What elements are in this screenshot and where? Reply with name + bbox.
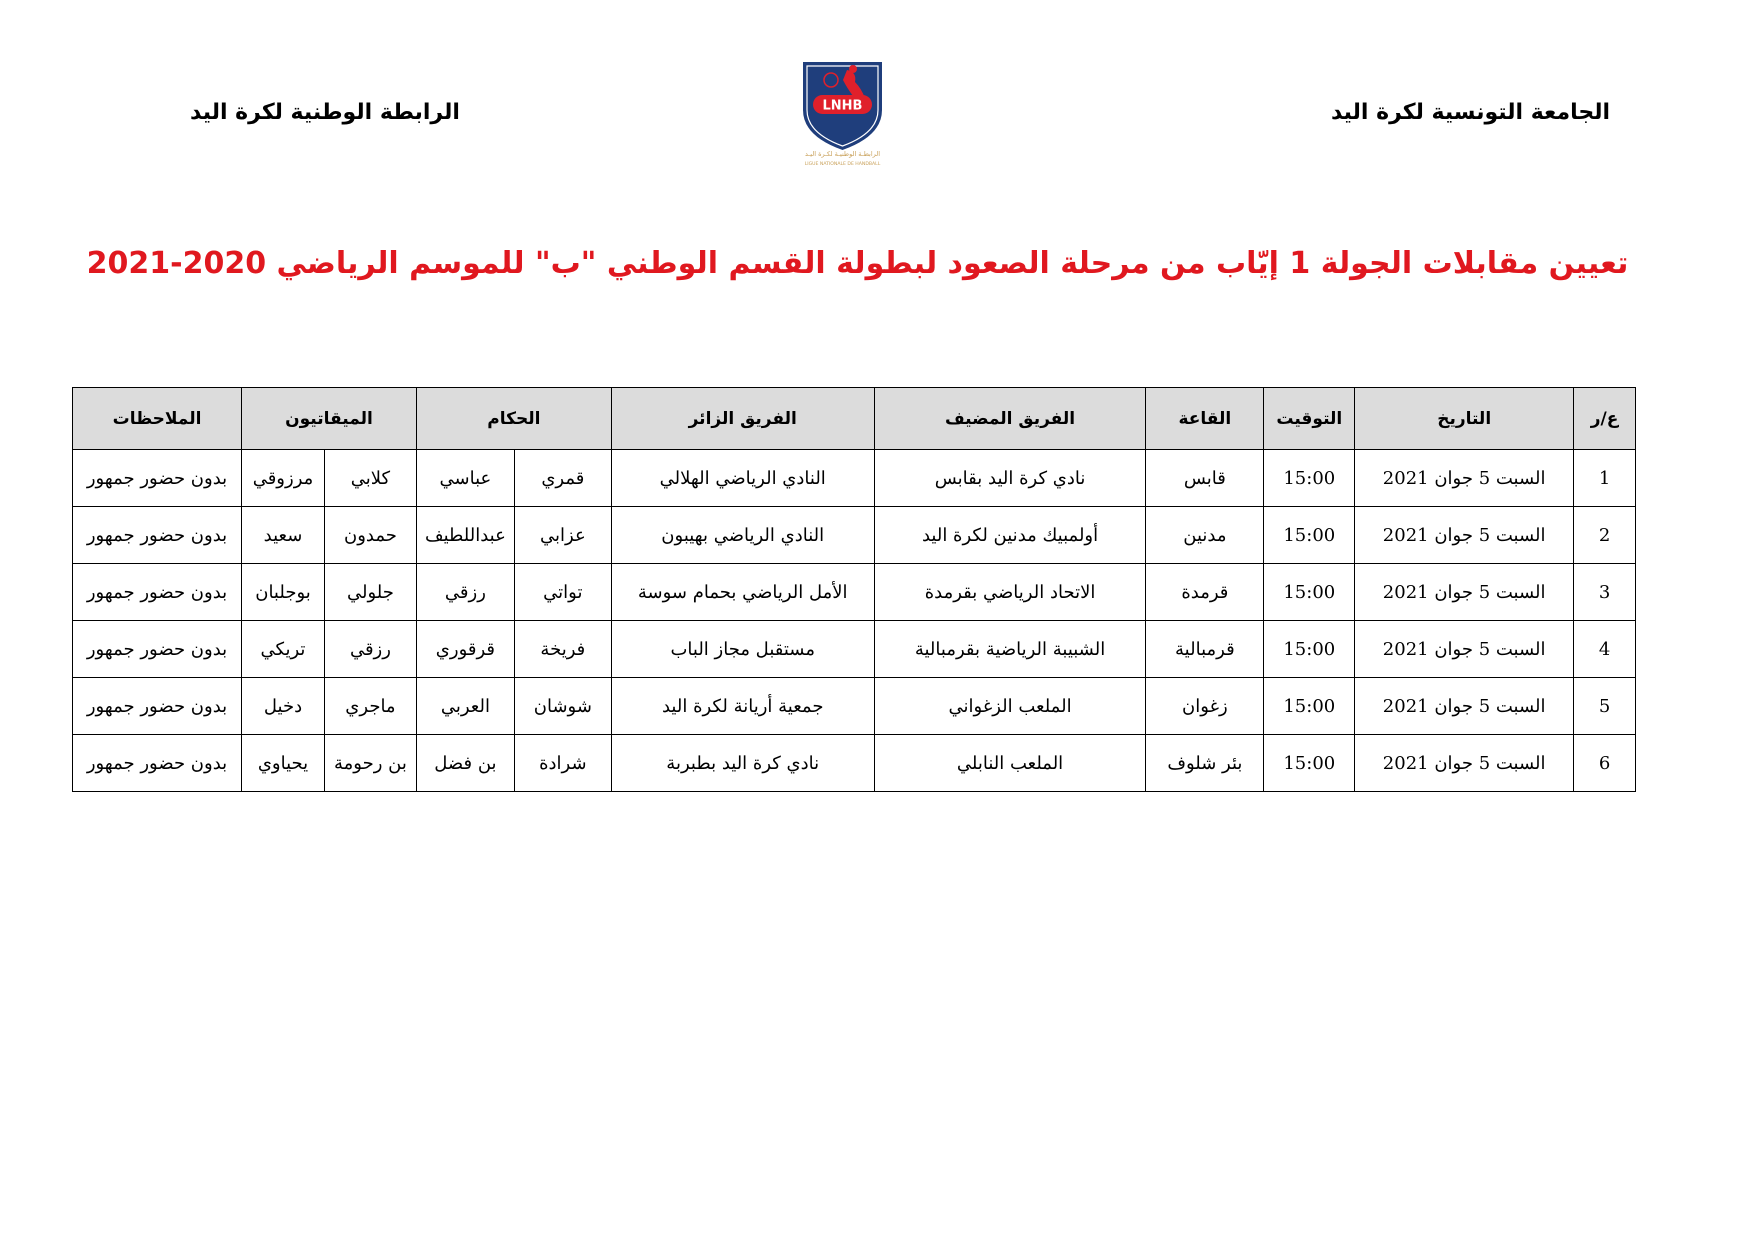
cell-num: 3 (1574, 564, 1636, 621)
cell-timekeeper-2: سعيد (242, 507, 325, 564)
cell-notes: بدون حضور جمهور (73, 621, 242, 678)
cell-timekeeper-2: تريكي (242, 621, 325, 678)
col-header-time: التوقيت (1264, 388, 1355, 450)
federation-name: الجامعة التونسية لكرة اليد (1330, 100, 1610, 125)
cell-notes: بدون حضور جمهور (73, 735, 242, 792)
fixtures-body (73, 450, 1636, 792)
logo-subtitle-fr: LIGUE NATIONALE DE HANDBALL (804, 162, 881, 167)
cell-away-team: مستقبل مجاز الباب (611, 621, 874, 678)
cell-referee-1: فريخة (514, 621, 611, 678)
document-title: تعيين مقابلات الجولة 1 إيّاب من مرحلة الصعود لبطولة القسم الوطني "ب" للموسم الرياضي 2020-2021 (86, 246, 1629, 281)
cell-num: 5 (1574, 678, 1636, 735)
cell-away-team: النادي الرياضي بهيبون (611, 507, 874, 564)
cell-timekeeper-1: رزقي (324, 621, 416, 678)
fixtures-table (72, 387, 1636, 792)
cell-notes: بدون حضور جمهور (73, 507, 242, 564)
cell-hall: قابس (1146, 450, 1264, 507)
cell-date: السبت 5 جوان 2021 (1355, 564, 1574, 621)
cell-home-team: الملعب الزغواني (874, 678, 1146, 735)
cell-away-team: جمعية أريانة لكرة اليد (611, 678, 874, 735)
col-header-referees: الحكام (416, 388, 611, 450)
cell-timekeeper-1: حمدون (324, 507, 416, 564)
col-header-num: ع/ر (1574, 388, 1636, 450)
cell-timekeeper-1: كلابي (324, 450, 416, 507)
cell-referee-2: عباسي (416, 450, 514, 507)
cell-referee-1: عزابي (514, 507, 611, 564)
cell-timekeeper-1: جلولي (324, 564, 416, 621)
cell-referee-2: رزقي (416, 564, 514, 621)
cell-time: 15:00 (1264, 735, 1355, 792)
cell-time: 15:00 (1264, 621, 1355, 678)
cell-home-team: أولمبيك مدنين لكرة اليد (874, 507, 1146, 564)
cell-date: السبت 5 جوان 2021 (1355, 507, 1574, 564)
logo-subtitle-ar: الرابطـة الوطنيـة لكـرة اليـد (804, 150, 881, 158)
cell-away-team: النادي الرياضي الهلالي (611, 450, 874, 507)
lnhb-logo (795, 58, 890, 168)
cell-date: السبت 5 جوان 2021 (1355, 450, 1574, 507)
col-header-notes: الملاحظات (73, 388, 242, 450)
cell-referee-2: بن فضل (416, 735, 514, 792)
cell-hall: قرمبالية (1146, 621, 1264, 678)
col-header-home: الفريق المضيف (874, 388, 1146, 450)
cell-num: 4 (1574, 621, 1636, 678)
cell-referee-1: تواتي (514, 564, 611, 621)
col-header-hall: القاعة (1146, 388, 1264, 450)
cell-timekeeper-1: بن رحومة (324, 735, 416, 792)
cell-home-team: الشبيبة الرياضية بقرمبالية (874, 621, 1146, 678)
cell-num: 6 (1574, 735, 1636, 792)
cell-home-team: الملعب النابلي (874, 735, 1146, 792)
cell-home-team: الاتحاد الرياضي بقرمدة (874, 564, 1146, 621)
cell-hall: بئر شلوف (1146, 735, 1264, 792)
cell-time: 15:00 (1264, 678, 1355, 735)
cell-timekeeper-1: ماجري (324, 678, 416, 735)
cell-referee-1: قمري (514, 450, 611, 507)
cell-referee-2: العربي (416, 678, 514, 735)
table-row (73, 507, 1636, 564)
cell-timekeeper-2: مرزوقي (242, 450, 325, 507)
col-header-timekeepers: الميقاتيون (242, 388, 417, 450)
cell-time: 15:00 (1264, 507, 1355, 564)
cell-timekeeper-2: دخيل (242, 678, 325, 735)
table-row (73, 621, 1636, 678)
cell-hall: مدنين (1146, 507, 1264, 564)
cell-home-team: نادي كرة اليد بقابس (874, 450, 1146, 507)
cell-date: السبت 5 جوان 2021 (1355, 678, 1574, 735)
cell-timekeeper-2: يحياوي (242, 735, 325, 792)
cell-notes: بدون حضور جمهور (73, 450, 242, 507)
cell-time: 15:00 (1264, 450, 1355, 507)
table-row (73, 450, 1636, 507)
cell-date: السبت 5 جوان 2021 (1355, 621, 1574, 678)
cell-away-team: نادي كرة اليد بطبربة (611, 735, 874, 792)
logo-text: LNHB (822, 98, 863, 114)
table-row (73, 678, 1636, 735)
cell-referee-1: شوشان (514, 678, 611, 735)
cell-hall: زغوان (1146, 678, 1264, 735)
cell-timekeeper-2: بوجلبان (242, 564, 325, 621)
table-row (73, 735, 1636, 792)
table-row (73, 564, 1636, 621)
cell-notes: بدون حضور جمهور (73, 678, 242, 735)
cell-notes: بدون حضور جمهور (73, 564, 242, 621)
table-header-row (73, 388, 1636, 450)
col-header-away: الفريق الزائر (611, 388, 874, 450)
col-header-date: التاريخ (1355, 388, 1574, 450)
cell-date: السبت 5 جوان 2021 (1355, 735, 1574, 792)
cell-num: 1 (1574, 450, 1636, 507)
league-name: الرابطة الوطنية لكرة اليد (190, 100, 460, 125)
cell-away-team: الأمل الرياضي بحمام سوسة (611, 564, 874, 621)
cell-hall: قرمدة (1146, 564, 1264, 621)
cell-referee-2: عبداللطيف (416, 507, 514, 564)
cell-referee-2: قرقوري (416, 621, 514, 678)
cell-num: 2 (1574, 507, 1636, 564)
cell-time: 15:00 (1264, 564, 1355, 621)
cell-referee-1: شرادة (514, 735, 611, 792)
